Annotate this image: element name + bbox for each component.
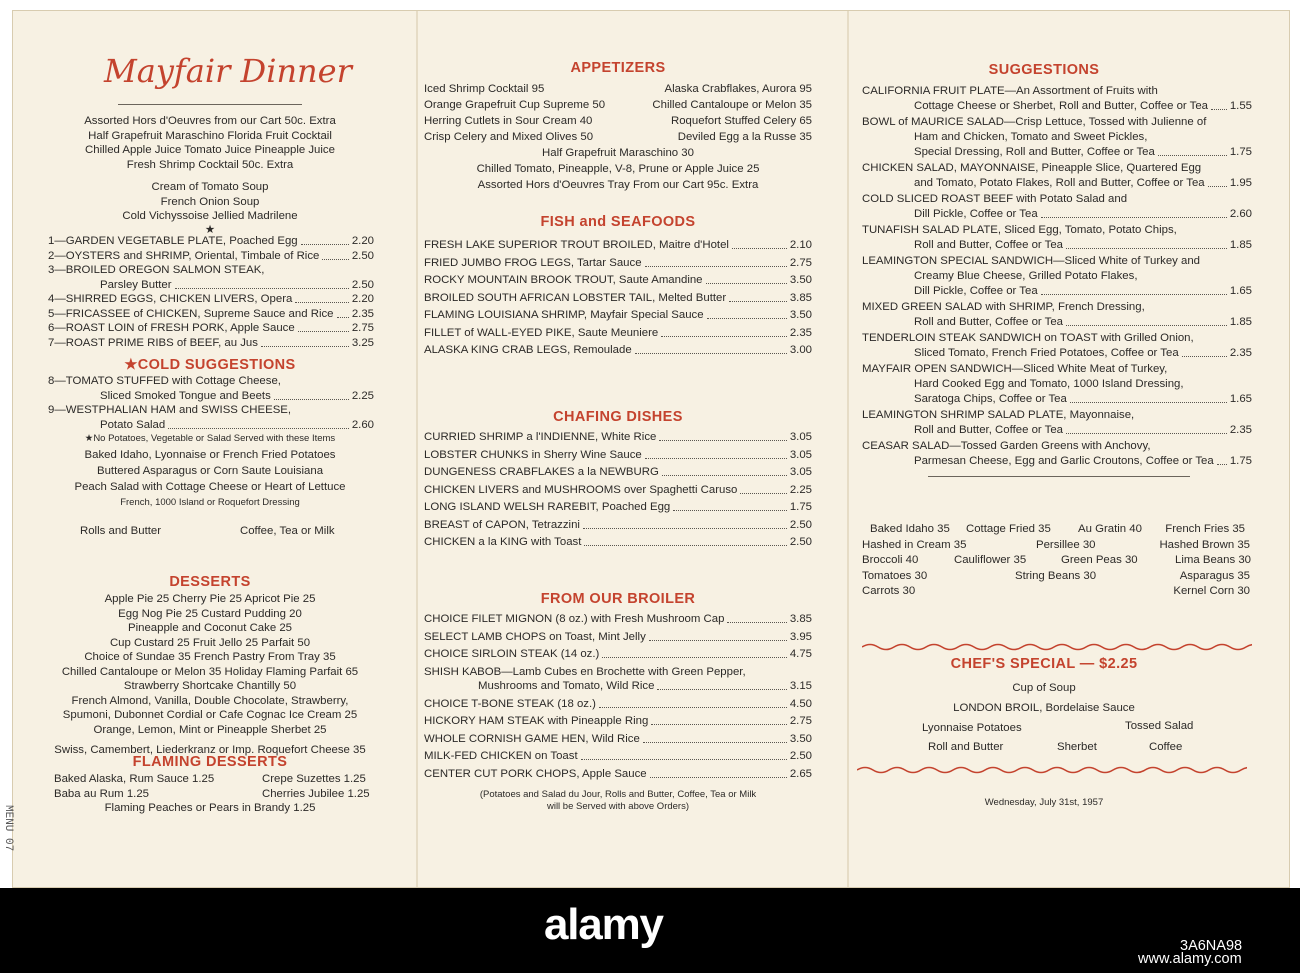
vegetable-item: Au Gratin 40 <box>1078 523 1142 535</box>
item-name: 2—OYSTERS and SHRIMP, Oriental, Timbale of Rice <box>48 249 320 262</box>
item-name: Special Dressing, Roll and Butter, Coffee or Tea <box>914 146 1155 159</box>
suggestion-row <box>862 254 1252 268</box>
item-name: CURRIED SHRIMP a l'INDIENNE, White Rice <box>424 431 657 443</box>
vegetable-item: Tomatoes 30 <box>862 569 928 582</box>
vegetable-item: Cauliflower 35 <box>954 554 1027 566</box>
item-name: BOWL of MAURICE SALAD—Crisp Lettuce, Tossed with Julienne of <box>862 116 1207 128</box>
appetizer-item: Deviled Egg a la Russe 35 <box>677 131 812 143</box>
item-price: 2.20 <box>351 293 374 305</box>
item-price: 3.50 <box>789 274 812 286</box>
entree-row <box>48 336 374 350</box>
appetizer-item: Roquefort Stuffed Celery 65 <box>671 115 812 127</box>
item-price: 3.85 <box>789 291 812 304</box>
item-name: FRESH LAKE SUPERIOR TROUT BROILED, Maitre d'Hotel <box>424 239 729 251</box>
chef-soup: Cup of Soup <box>1012 682 1076 694</box>
item-price: 2.60 <box>1229 208 1252 221</box>
dot-leader <box>740 493 786 494</box>
item-price: 2.75 <box>789 715 812 727</box>
item-price: 2.35 <box>1229 347 1252 360</box>
item-name: 4—SHIRRED EGGS, CHICKEN LIVERS, Opera <box>48 293 293 305</box>
appetizer-line: Assorted Hors d'Oeuvres Tray From our Cart 95c. Extra <box>477 179 759 191</box>
suggestion-row <box>862 439 1252 453</box>
item-name: 5—FRICASSEE of CHICKEN, Supreme Sauce and Rice <box>48 307 334 320</box>
dessert-line: Egg Nog Pie 25 Custard Pudding 20 <box>118 607 302 620</box>
dot-leader <box>1070 402 1227 403</box>
suggestion-row <box>914 423 1252 437</box>
item-name: CEASAR SALAD—Tossed Garden Greens with Anchovy, <box>862 440 1151 453</box>
dot-leader <box>657 689 786 690</box>
menu-title-logo: Mayfair Dinner <box>104 52 352 90</box>
chafing-row <box>424 535 812 549</box>
intro-line: Assorted Hors d'Oeuvres from our Cart 50c. Extra <box>84 115 336 127</box>
dot-leader <box>274 399 349 400</box>
dot-leader <box>599 707 787 708</box>
side-line: Peach Salad with Cottage Cheese or Heart of Lettuce <box>74 481 346 493</box>
fold-line <box>847 11 849 887</box>
item-name: 3—BROILED OREGON SALMON STEAK, <box>48 264 265 276</box>
item-name: 6—ROAST LOIN of FRESH PORK, Apple Sauce <box>48 322 295 334</box>
suggestion-row <box>914 269 1252 283</box>
dot-leader <box>1211 109 1227 110</box>
chef-main: LONDON BROIL, Bordelaise Sauce <box>953 702 1135 714</box>
fish-row <box>424 343 812 357</box>
vegetable-item: Asparagus 35 <box>1179 569 1250 582</box>
wave-divider-top <box>862 642 1252 652</box>
flaming-desserts-heading: FLAMING DESSERTS <box>132 754 288 770</box>
suggestion-row <box>914 99 1252 113</box>
intro-line: Half Grapefruit Maraschino Florida Fruit Cocktail <box>88 129 332 142</box>
appetizers-heading: APPETIZERS <box>570 60 666 76</box>
side-line: Buttered Asparagus or Corn Saute Louisiana <box>96 465 324 477</box>
cold-row <box>100 418 374 432</box>
item-name: Parsley Butter <box>100 278 172 291</box>
suggestion-row <box>914 284 1252 298</box>
appetizer-item: Orange Grapefruit Cup Supreme 50 <box>424 99 606 111</box>
item-price: 3.05 <box>789 466 812 478</box>
dessert-line: Cup Custard 25 Fruit Jello 25 Parfait 50 <box>109 636 311 649</box>
item-name: Dill Pickle, Coffee or Tea <box>914 208 1038 221</box>
entree-row <box>48 249 374 263</box>
item-price: 3.95 <box>789 630 812 643</box>
dot-leader <box>651 724 787 725</box>
item-price: 3.15 <box>789 680 812 692</box>
item-name: TUNAFISH SALAD PLATE, Sliced Egg, Tomato, Potato Chips, <box>862 224 1177 237</box>
suggestion-row <box>914 377 1252 391</box>
item-price: 2.50 <box>789 536 812 548</box>
flaming-item: Baked Alaska, Rum Sauce 1.25 <box>54 773 215 785</box>
item-name: TENDERLOIN STEAK SANDWICH on TOAST with Grilled Onion, <box>862 332 1194 345</box>
item-name: Roll and Butter, Coffee or Tea <box>914 316 1064 329</box>
broiler-row <box>424 665 812 679</box>
rolls-text: Rolls and Butter <box>80 525 162 537</box>
chafing-row <box>424 465 812 479</box>
chef-rolls: Roll and Butter <box>928 741 1004 753</box>
appetizer-line: Half Grapefruit Maraschino 30 <box>542 147 694 159</box>
wave-divider-bottom <box>857 765 1247 775</box>
item-name: CHOICE T-BONE STEAK (18 oz.) <box>424 697 596 710</box>
dot-leader <box>1041 217 1227 218</box>
item-price: 2.50 <box>351 249 374 262</box>
broiler-note: (Potatoes and Salad du Jour, Rolls and Butter, Coffee, Tea or Milk <box>479 789 757 800</box>
suggestion-row <box>914 392 1252 406</box>
beverages-text: Coffee, Tea or Milk <box>240 525 335 537</box>
suggestion-row <box>914 238 1252 252</box>
chafing-heading: CHAFING DISHES <box>553 409 683 425</box>
item-price: 3.05 <box>789 431 812 443</box>
broiler-row <box>424 732 812 746</box>
item-name: 8—TOMATO STUFFED with Cottage Cheese, <box>48 375 281 387</box>
item-price: 4.75 <box>789 648 812 660</box>
dot-leader <box>650 777 787 778</box>
broiler-row <box>424 630 812 644</box>
menu-date: Wednesday, July 31st, 1957 <box>984 797 1104 808</box>
soup-line: French Onion Soup <box>160 195 260 208</box>
item-name: 1—GARDEN VEGETABLE PLATE, Poached Egg <box>48 235 298 247</box>
suggestion-row <box>914 145 1252 159</box>
fish-row <box>424 308 812 322</box>
dot-leader <box>729 301 787 302</box>
vegetable-item: Broccoli 40 <box>862 554 919 566</box>
broiler-row <box>424 714 812 728</box>
item-name: Dill Pickle, Coffee or Tea <box>914 285 1038 298</box>
item-price: 2.50 <box>789 518 812 531</box>
item-name: DUNGENESS CRABFLAKES a la NEWBURG <box>424 466 659 478</box>
chafing-row <box>424 483 812 497</box>
broiler-heading: FROM OUR BROILER <box>540 591 696 607</box>
item-price: 2.10 <box>789 239 812 251</box>
dot-leader <box>168 428 349 429</box>
item-price: 4.50 <box>789 697 812 710</box>
item-name: HICKORY HAM STEAK with Pineapple Ring <box>424 715 649 727</box>
item-price: 1.85 <box>1229 239 1252 252</box>
intro-line: Fresh Shrimp Cocktail 50c. Extra <box>126 158 294 171</box>
dressing-line: French, 1000 Island or Roquefort Dressing <box>120 497 300 508</box>
fish-row <box>424 238 812 252</box>
suggestion-row <box>862 331 1252 345</box>
item-price: 1.75 <box>1229 455 1252 468</box>
fish-row <box>424 273 812 287</box>
item-name: and Tomato, Potato Flakes, Roll and Butter, Coffee or Tea <box>914 177 1205 190</box>
vegetable-item: Persillee 30 <box>1036 538 1096 551</box>
cold-row <box>48 374 374 388</box>
item-price: 2.20 <box>351 235 374 247</box>
item-price: 2.60 <box>351 418 374 431</box>
vegetable-item: Lima Beans 30 <box>1175 554 1251 566</box>
item-name: Parmesan Cheese, Egg and Garlic Croutons, Coffee or Tea <box>914 455 1214 468</box>
item-price: 2.25 <box>789 483 812 496</box>
dessert-line: Choice of Sundae 35 French Pastry From Tray 35 <box>84 651 336 663</box>
item-name: LEAMINGTON SPECIAL SANDWICH—Sliced White of Turkey and <box>862 255 1201 268</box>
item-name: CENTER CUT PORK CHOPS, Apple Sauce <box>424 767 647 780</box>
fish-heading: FISH and SEAFOODS <box>540 214 696 230</box>
entree-row <box>48 234 374 248</box>
item-name: Creamy Blue Cheese, Grilled Potato Flakes, <box>914 270 1138 283</box>
star-icon: ★ <box>204 224 216 236</box>
item-name: WHOLE CORNISH GAME HEN, Wild Rice <box>424 732 640 745</box>
vegetable-item: Hashed Brown 35 <box>1159 538 1250 551</box>
item-name: MAYFAIR OPEN SANDWICH—Sliced White Meat of Turkey, <box>862 363 1168 376</box>
vegetable-item: French Fries 35 <box>1165 523 1245 535</box>
suggestion-row <box>862 362 1252 376</box>
fish-row <box>424 326 812 340</box>
item-name: Ham and Chicken, Tomato and Sweet Pickles, <box>914 131 1148 144</box>
item-name: 9—WESTPHALIAN HAM and SWISS CHEESE, <box>48 404 292 416</box>
dessert-line: Pineapple and Coconut Cake 25 <box>127 622 293 634</box>
dot-leader <box>1208 186 1227 187</box>
item-price: 3.25 <box>351 336 374 349</box>
dot-leader <box>673 510 787 511</box>
entree-row <box>48 263 374 277</box>
soup-line: Cream of Tomato Soup <box>151 181 269 193</box>
suggestion-row <box>914 315 1252 329</box>
dot-leader <box>581 759 787 760</box>
vegetable-item: Hashed in Cream 35 <box>862 538 967 551</box>
intro-line: Chilled Apple Juice Tomato Juice Pineapple Juice <box>85 144 335 156</box>
item-price: 2.25 <box>351 389 374 402</box>
dot-leader <box>1066 433 1227 434</box>
item-name: CHICKEN SALAD, MAYONNAISE, Pineapple Slice, Quartered Egg <box>862 162 1202 175</box>
suggestion-row <box>914 176 1252 190</box>
broiler-note: will be Served with above Orders) <box>546 801 690 812</box>
appetizer-line: Chilled Tomato, Pineapple, V-8, Prune or Apple Juice 25 <box>476 163 760 175</box>
item-name: Hard Cooked Egg and Tomato, 1000 Island Dressing, <box>914 378 1184 391</box>
item-name: FRIED JUMBO FROG LEGS, Tartar Sauce <box>424 256 642 269</box>
item-name: COLD SLICED ROAST BEEF with Potato Salad and <box>862 193 1128 206</box>
item-price: 3.85 <box>789 613 812 625</box>
dot-leader <box>337 317 349 318</box>
item-name: LEAMINGTON SHRIMP SALAD PLATE, Mayonnaise, <box>862 409 1135 422</box>
dot-leader <box>1182 356 1227 357</box>
item-name: BREAST of CAPON, Tetrazzini <box>424 518 580 531</box>
item-price: 1.75 <box>789 501 812 513</box>
dot-leader <box>732 248 787 249</box>
suggestion-row <box>914 207 1252 221</box>
item-name: SHISH KABOB—Lamb Cubes en Brochette with Green Pepper, <box>424 665 746 678</box>
item-price: 2.50 <box>351 278 374 291</box>
flaming-line: Flaming Peaches or Pears in Brandy 1.25 <box>104 802 316 814</box>
dot-leader <box>645 266 787 267</box>
dot-leader <box>1217 464 1227 465</box>
broiler-row <box>424 767 812 781</box>
desserts-heading: DESSERTS <box>169 574 251 590</box>
dot-leader <box>706 283 787 284</box>
item-price: 1.85 <box>1229 316 1252 329</box>
suggestions-heading: SUGGESTIONS <box>988 62 1100 78</box>
item-name: ALASKA KING CRAB LEGS, Remoulade <box>424 344 632 356</box>
suggestion-row <box>914 454 1252 468</box>
appetizer-item: Chilled Cantaloupe or Melon 35 <box>652 99 812 111</box>
item-price: 2.65 <box>789 767 812 780</box>
item-price: 2.75 <box>351 322 374 334</box>
item-name: Saratoga Chips, Coffee or Tea <box>914 393 1067 406</box>
vegetable-item: String Beans 30 <box>1015 569 1097 582</box>
item-price: 1.75 <box>1229 146 1252 159</box>
dessert-line: Spumoni, Dubonnet Cordial or Cafe Cognac Ice Cream 25 <box>62 709 358 721</box>
item-price: 3.00 <box>789 344 812 356</box>
suggestion-row <box>862 192 1252 206</box>
dot-leader <box>1066 248 1227 249</box>
item-price: 2.35 <box>789 326 812 339</box>
item-name: MILK-FED CHICKEN on Toast <box>424 750 578 762</box>
item-price: 1.95 <box>1229 177 1252 190</box>
chef-sherbet: Sherbet <box>1057 741 1097 753</box>
item-name: CHICKEN a la KING with Toast <box>424 536 582 548</box>
entree-row <box>48 321 374 335</box>
suggestion-row <box>862 223 1252 237</box>
item-name: CALIFORNIA FRUIT PLATE—An Assortment of Fruits with <box>862 85 1158 97</box>
dot-leader <box>584 545 786 546</box>
broiler-row <box>424 697 812 711</box>
watermark-url: www.alamy.com <box>1138 951 1242 967</box>
title-underline <box>118 104 302 105</box>
fold-line <box>416 11 418 887</box>
item-name: CHOICE SIRLOIN STEAK (14 oz.) <box>424 648 600 660</box>
item-name: Sliced Smoked Tongue and Beets <box>100 389 271 402</box>
dot-leader <box>322 259 348 260</box>
watermark-image-id: 3A6NA98 <box>1180 938 1243 954</box>
chef-special-heading: CHEF'S SPECIAL — $2.25 <box>950 656 1138 672</box>
dot-leader <box>1041 294 1227 295</box>
item-name: CHICKEN LIVERS and MUSHROOMS over Spaghetti Caruso <box>424 483 738 496</box>
dot-leader <box>645 458 787 459</box>
dessert-line: Strawberry Shortcake Chantilly 50 <box>123 680 297 692</box>
cold-row <box>100 389 374 403</box>
vegetable-item: Green Peas 30 <box>1061 554 1138 566</box>
chef-potatoes: Lyonnaise Potatoes <box>922 722 1022 734</box>
margin-stamp: MENU 07 <box>2 805 14 852</box>
item-name: Roll and Butter, Coffee or Tea <box>914 424 1064 437</box>
item-name: SELECT LAMB CHOPS on Toast, Mint Jelly <box>424 630 646 643</box>
dot-leader <box>261 346 349 347</box>
suggestion-row <box>862 115 1252 129</box>
item-name: FILLET of WALL-EYED PIKE, Saute Meuniere <box>424 326 659 339</box>
item-name: Potato Salad <box>100 418 166 431</box>
dessert-line: Orange, Lemon, Mint or Pineapple Sherbet 25 <box>93 723 327 736</box>
dot-leader <box>643 742 787 743</box>
chafing-row <box>424 430 812 444</box>
item-name: LOBSTER CHUNKS in Sherry Wine Sauce <box>424 448 642 461</box>
chafing-row <box>424 448 812 462</box>
vegetable-item: Carrots 30 <box>862 585 916 597</box>
side-line: Baked Idaho, Lyonnaise or French Fried Potatoes <box>84 449 336 461</box>
soup-line: Cold Vichyssoise Jellied Madrilene <box>122 210 298 222</box>
broiler-row <box>424 749 812 763</box>
item-name: BROILED SOUTH AFRICAN LOBSTER TAIL, Melted Butter <box>424 291 727 304</box>
item-name: CHOICE FILET MIGNON (8 oz.) with Fresh Mushroom Cap <box>424 613 725 625</box>
dot-leader <box>659 440 786 441</box>
chafing-row <box>424 500 812 514</box>
item-price: 3.50 <box>789 309 812 321</box>
suggestion-row <box>862 300 1252 314</box>
broiler-row <box>424 647 812 661</box>
appetizer-item: Iced Shrimp Cocktail 95 <box>424 83 545 95</box>
dot-leader <box>649 640 787 641</box>
dot-leader <box>602 657 786 658</box>
item-price: 2.75 <box>789 256 812 269</box>
flaming-item: Cherries Jubilee 1.25 <box>262 787 370 800</box>
entree-row <box>48 307 374 321</box>
dot-leader <box>727 622 786 623</box>
dot-leader <box>175 288 349 289</box>
suggestion-row <box>914 346 1252 360</box>
item-price: 2.50 <box>789 750 812 762</box>
vegetable-item: Baked Idaho 35 <box>870 523 950 535</box>
appetizer-item: Alaska Crabflakes, Aurora 95 <box>664 83 812 95</box>
item-name: Mushrooms and Tomato, Wild Rice <box>478 680 655 692</box>
appetizer-item: Crisp Celery and Mixed Olives 50 <box>424 131 594 143</box>
chef-coffee: Coffee <box>1149 741 1183 753</box>
dot-leader <box>301 244 349 245</box>
item-price: 3.05 <box>789 448 812 461</box>
item-name: Roll and Butter, Coffee or Tea <box>914 239 1064 252</box>
dot-leader <box>661 336 787 337</box>
fish-row <box>424 256 812 270</box>
dessert-line: French Almond, Vanilla, Double Chocolate, Strawberry, <box>71 694 349 707</box>
cold-row <box>48 403 374 417</box>
item-name: LONG ISLAND WELSH RAREBIT, Poached Egg <box>424 501 671 513</box>
dot-leader <box>635 353 787 354</box>
dot-leader <box>662 475 787 476</box>
item-name: ROCKY MOUNTAIN BROOK TROUT, Saute Amandine <box>424 274 703 286</box>
dot-leader <box>1066 325 1227 326</box>
dot-leader <box>298 331 349 332</box>
suggestion-row <box>862 408 1252 422</box>
suggestion-row <box>862 84 1252 98</box>
item-price: 2.35 <box>351 307 374 320</box>
item-name: Cottage Cheese or Sherbet, Roll and Butter, Coffee or Tea <box>914 100 1209 113</box>
dessert-line: Swiss, Camembert, Liederkranz or Imp. Roquefort Cheese 35 <box>54 744 366 756</box>
chafing-row <box>424 518 812 532</box>
flaming-item: Crepe Suzettes 1.25 <box>262 773 366 785</box>
broiler-row <box>424 612 812 626</box>
item-price: 1.65 <box>1229 393 1252 406</box>
dot-leader <box>583 528 787 529</box>
item-price: 3.50 <box>789 732 812 745</box>
item-name: Sliced Tomato, French Fried Potatoes, Coffee or Tea <box>914 347 1179 360</box>
appetizer-item: Herring Cutlets in Sour Cream 40 <box>424 115 593 127</box>
watermark-logo: alamy <box>544 900 663 949</box>
item-price: 1.65 <box>1229 285 1252 298</box>
item-price: 2.35 <box>1229 424 1252 437</box>
vegetable-item: Kernel Corn 30 <box>1173 585 1250 597</box>
entree-row <box>48 292 374 306</box>
dessert-line: Apple Pie 25 Cherry Pie 25 Apricot Pie 25 <box>104 593 316 605</box>
vegetable-item: Cottage Fried 35 <box>966 523 1051 535</box>
item-name: 7—ROAST PRIME RIBS of BEEF, au Jus <box>48 336 258 349</box>
dot-leader <box>707 318 787 319</box>
item-name: MIXED GREEN SALAD with SHRIMP, French Dressing, <box>862 301 1145 314</box>
broiler-row <box>478 679 812 693</box>
item-price: 1.55 <box>1229 100 1252 113</box>
dot-leader <box>1158 155 1227 156</box>
cold-suggestions-heading: ★COLD SUGGESTIONS <box>124 357 296 373</box>
suggestions-divider <box>928 476 1190 477</box>
dot-leader <box>295 302 348 303</box>
dessert-line: Chilled Cantaloupe or Melon 35 Holiday Flaming Parfait 65 <box>61 665 359 678</box>
fish-row <box>424 291 812 305</box>
suggestion-row <box>914 130 1252 144</box>
entree-row <box>100 278 374 292</box>
chef-salad: Tossed Salad <box>1125 720 1194 732</box>
flaming-item: Baba au Rum 1.25 <box>54 787 149 800</box>
cold-note: ★No Potatoes, Vegetable or Salad Served with these Items <box>84 433 336 444</box>
suggestion-row <box>862 161 1252 175</box>
item-name: FLAMING LOUISIANA SHRIMP, Mayfair Special Sauce <box>424 309 704 321</box>
